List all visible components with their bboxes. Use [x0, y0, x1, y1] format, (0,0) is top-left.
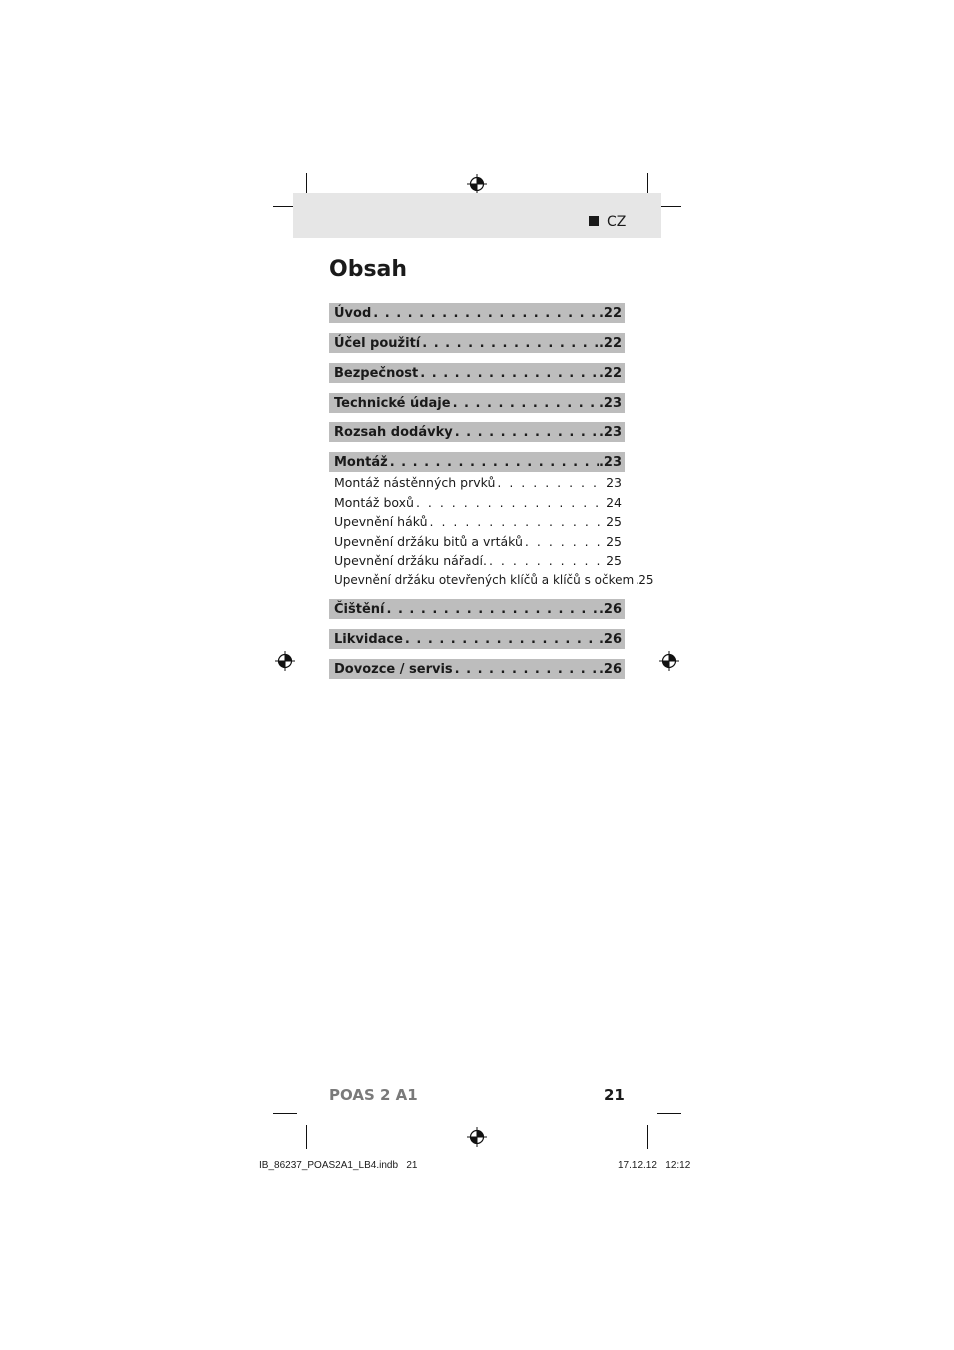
toc-entry-label: Dovozce / servis	[334, 661, 453, 677]
toc-subentry-label: Upevnění háků	[334, 513, 428, 529]
toc-entry-page: .26	[598, 631, 622, 647]
toc-entry-label: Bezpečnost	[334, 365, 419, 381]
registration-mark-icon	[275, 651, 295, 671]
registration-mark-icon	[467, 174, 487, 194]
toc-dot-leader	[495, 475, 606, 490]
toc-entry-uvod[interactable]	[329, 303, 625, 323]
crop-mark	[647, 1125, 648, 1149]
toc-subentry-page: 25	[606, 552, 622, 568]
footer-page-number: 21	[604, 1086, 625, 1104]
toc-subentry-label: Upevnění držáku bitů a vrtáků	[334, 533, 523, 549]
footer-model-name: POAS 2 A1	[329, 1086, 418, 1104]
print-slug-file: IB_86237_POAS2A1_LB4.indb 21	[259, 1160, 418, 1171]
toc-entry-label: Úvod	[334, 305, 372, 321]
toc-subentry-page: 25	[606, 513, 622, 529]
crop-mark	[306, 1125, 307, 1149]
toc-subentry[interactable]	[334, 493, 622, 511]
toc-subentry[interactable]	[334, 571, 654, 589]
language-code: CZ	[607, 214, 627, 230]
registration-mark-icon	[659, 651, 679, 671]
toc-dot-leader	[384, 602, 598, 617]
toc-entry-label: Čištění	[334, 601, 385, 617]
crop-mark	[657, 1113, 681, 1114]
toc-subentry-page: 25	[606, 533, 622, 549]
toc-entry-page: .23	[598, 395, 622, 411]
toc-entry-montaz[interactable]	[329, 452, 625, 472]
toc-dot-leader	[388, 455, 599, 470]
toc-subentry-label: Montáž nástěnných prvků	[334, 474, 496, 490]
toc-entry-cisteni[interactable]	[329, 599, 625, 619]
toc-subentry-label: Montáž boxů	[334, 494, 414, 510]
toc-entry-page: .23	[598, 454, 622, 470]
language-square-icon	[589, 216, 599, 226]
toc-entry-likvidace[interactable]	[329, 629, 625, 649]
toc-subentry[interactable]	[334, 532, 622, 550]
toc-dot-leader	[451, 396, 599, 411]
page-title: Obsah	[329, 257, 408, 282]
toc-entry-page: .22	[598, 365, 622, 381]
toc-dot-leader	[487, 553, 606, 568]
toc-entry-label: Technické údaje	[334, 395, 451, 411]
toc-subentry-page: 25	[638, 573, 654, 587]
toc-entry-label: Účel použití	[334, 335, 421, 351]
toc-entry-label: Montáž	[334, 454, 388, 470]
toc-subentry[interactable]	[334, 551, 622, 569]
toc-dot-leader	[453, 662, 599, 677]
toc-dot-leader	[403, 632, 599, 647]
toc-dot-leader	[523, 534, 606, 549]
toc-entry-page: .23	[598, 424, 622, 440]
toc-dot-leader	[453, 425, 599, 440]
toc-entry-page: .26	[598, 661, 622, 677]
toc-dot-leader	[414, 495, 606, 510]
toc-subentry-page: 24	[606, 494, 622, 510]
toc-subentry-label: Upevnění držáku nářadí.	[334, 552, 487, 568]
toc-entry-ucel-pouziti[interactable]	[329, 333, 625, 353]
toc-entry-bezpecnost[interactable]	[329, 363, 625, 383]
toc-dot-leader	[371, 306, 599, 321]
toc-subentry[interactable]	[334, 512, 622, 530]
toc-entry-label: Likvidace	[334, 631, 403, 647]
toc-entry-page: .22	[598, 335, 622, 351]
toc-dot-leader	[420, 336, 599, 351]
toc-entry-technicke-udaje[interactable]	[329, 393, 625, 413]
toc-entry-dovozce-servis[interactable]	[329, 659, 625, 679]
toc-entry-rozsah-dodavky[interactable]	[329, 422, 625, 442]
toc-subentry-page: 23	[606, 474, 622, 490]
toc-entry-page: .26	[598, 601, 622, 617]
toc-dot-leader	[418, 366, 599, 381]
header-band	[293, 193, 661, 238]
toc-subentry-label: Upevnění držáku otevřených klíčů a klíčů s očkem	[334, 573, 635, 587]
registration-mark-icon	[467, 1127, 487, 1147]
toc-subentry[interactable]	[334, 473, 622, 491]
toc-dot-leader	[428, 514, 607, 529]
print-slug-date: 17.12.12 12:12	[618, 1160, 691, 1171]
toc-entry-page: .22	[598, 305, 622, 321]
crop-mark	[273, 1113, 297, 1114]
toc-entry-label: Rozsah dodávky	[334, 424, 453, 440]
